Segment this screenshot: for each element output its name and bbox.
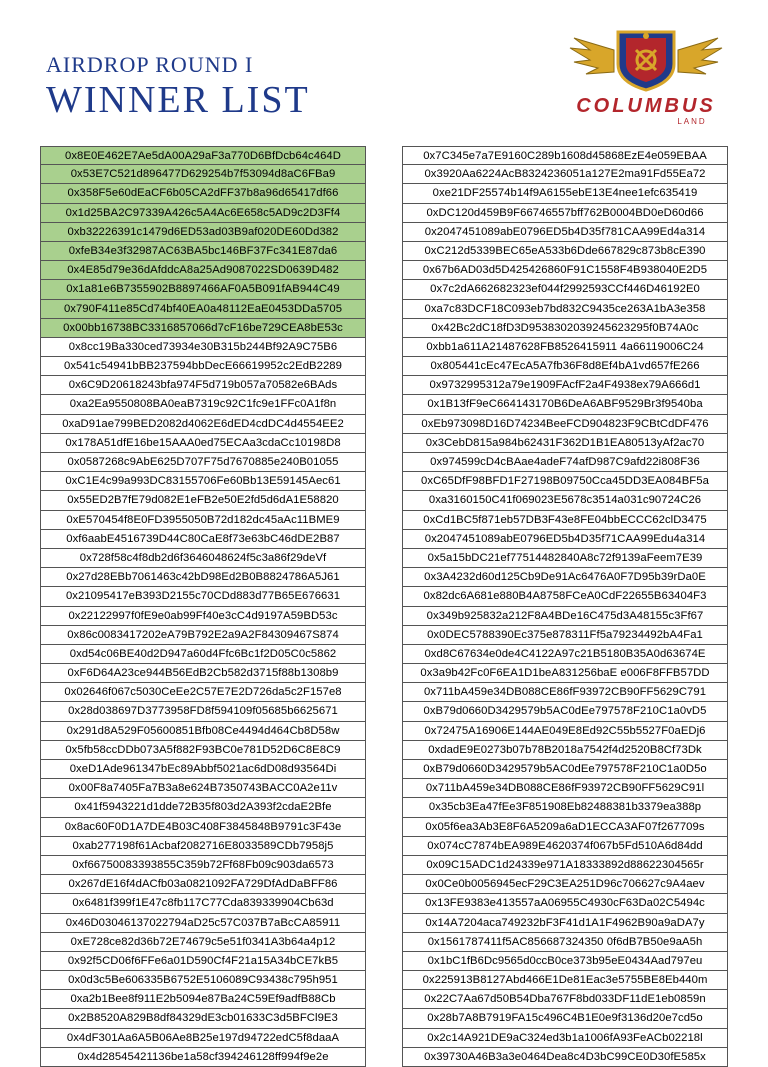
wallet-address-row: 0x39730A46B3a3e0464Dea8c4D3bC99CE0D30fE585x (402, 1048, 728, 1067)
wallet-address-row: 0x728f58c4f8db2d6f3646048624f5c3a86f29deVf (40, 549, 366, 568)
wallet-address-row: 0x0DEC5788390Ec375e878311Ff5a79234492bA4Fa1 (402, 626, 728, 645)
wallet-address-row: 0x2B8520A829B8df84329dE3cb01633C3d5BFCl9E3 (40, 1009, 366, 1028)
title-block (46, 50, 310, 120)
wallet-address-row: 0xaD91ae799BED2082d4062E6dED4cdDC4d4554EE2 (40, 415, 366, 434)
wallet-address-row: 0x3CebD815a984b62431F362D1B1EA80513yAf2ac70 (402, 434, 728, 453)
wallet-address-row: 0x00F8a7405Fa7B3a8e624B7350743BACC0A2e11v (40, 779, 366, 798)
wallet-address-row: 0x711bA459e34DB088CE86fF93972CB90FF5629C791 (402, 683, 728, 702)
page-subtitle: AIRDROP ROUND I (46, 52, 254, 77)
wallet-address-row: 0x7C345e7a7E9160C289b1608d45868EzE4e059EBAA (402, 146, 728, 165)
wallet-address-row: 0x82dc6A681e880B4A8758FCeA0CdF22655B63404F3 (402, 587, 728, 606)
wallet-address-row: 0xd8C67634e0de4C4122A97c21B5180B35A0d63674E (402, 645, 728, 664)
wallet-address-row: 0x72475A16906E144AE049E8Ed92C55b5527F0aEDj6 (402, 722, 728, 741)
wallet-address-row: 0x1a81e6B7355902B8897466AF0A5B091fAB944C49 (40, 280, 366, 299)
wallet-address-row: 0x074cC7874bEA989E4620374f067b5Fd510A6d84dd (402, 837, 728, 856)
wallet-address-row: 0x3920Aa6224AcB8324236051a127E2ma91Fd55Ea72 (402, 165, 728, 184)
wallet-address-row: 0xab277198f61Acbaf2082716E8033589CDb7958j5 (40, 837, 366, 856)
wallet-address-row: 0xDC120d459B9F66746557bff762B0004BD0eD60d66 (402, 204, 728, 223)
wallet-address-row: 0x711bA459e34DB088CE86fF93972CB90FF5629C91l (402, 779, 728, 798)
wallet-address-row: 0xC212d5339BEC65eA533b6Dde667829c873b8cE390 (402, 242, 728, 261)
wallet-address-row: 0x00bb16738BC3316857066d7cF16be729CEA8bE53c (40, 319, 366, 338)
wallet-address-row: 0xF6D64A23ce944B56EdB2Cb582d3715f88b1308b9 (40, 664, 366, 683)
wallet-address-row: 0x3a9b42Fc0F6EA1D1beA831256baE e006F8FFB57DD (402, 664, 728, 683)
wallet-address-row: 0x4E85d79e36dAfddcA8a25Ad9087022SD0639D482 (40, 261, 366, 280)
wallet-address-row: 0x46D03046137022794aD25c57C037B7aBcCA85911 (40, 914, 366, 933)
wallet-address-row: 0x7c2dA662682323ef044f2992593CCf446D46192E0 (402, 280, 728, 299)
wallet-address-row: 0xE570454f8E0FD3955050B72d182dc45aAc11BME9 (40, 511, 366, 530)
wallet-address-row: 0xeD1Ade961347bEc89Abbf5021ac6dD08d93564Di (40, 760, 366, 779)
wallet-address-row: 0x13FE9383e413557aA06955C4930cF63Da02C5494c (402, 894, 728, 913)
wallet-address-row: 0x02646f067c5030CeEe2C57E7E2D726da5c2F157e8 (40, 683, 366, 702)
wallet-address-row: 0x8E0E462E7Ae5dA00A29aF3a770D6BfDcb64c464D (40, 146, 366, 165)
wallet-address-row: 0x9732995312a79e1909FAcfF2a4F4938ex79A666d1 (402, 376, 728, 395)
wallet-address-row: 0x805441cEc47EcA5A7fb36F8d8Ef4bA1vd657fE266 (402, 357, 728, 376)
wallet-address-row: 0x67b6AD03d5D425426860F91C1558F4B938040E2D5 (402, 261, 728, 280)
wallet-address-row: 0x53E7C521d896477D629254b7f53094d8aC6FBa9 (40, 165, 366, 184)
wallet-address-row: 0x349b925832a212F8A4BDe16C475d3A48155c3Ff67 (402, 607, 728, 626)
wallet-address-row: 0x790F411e85Cd74bf40EA0a48112EaE0453DDa5705 (40, 300, 366, 319)
wallet-address-row: 0x1bC1fB6Dc9565d0ccB0ce373b95eE0434Aad797eu (402, 952, 728, 971)
wallet-address-row: 0x86c0083417202eA79B792E2a9A2F84309467S874 (40, 626, 366, 645)
wallet-address-row: 0xdadE9E0273b07b78B2018a7542f4d2520B8Cf73Dk (402, 741, 728, 760)
wallet-address-row: 0x8ac60F0D1A7DE4B03C408F3845848B9791c3F43e (40, 818, 366, 837)
wallet-address-row: 0x42Bc2dC18fD3D9538302039245623295f0B74A0c (402, 319, 728, 338)
wallet-address-row: 0xa7c83DCF18C093eb7bd832C9435ce263A1bA3e358 (402, 300, 728, 319)
wallet-address-row: 0xa2b1Bee8f911E2b5094e87Ba24C59Ef9adfB88Cb (40, 990, 366, 1009)
wallet-address-row: 0x5fb58ccDDb073A5f882F93BC0e781D52D6C8E8C9 (40, 741, 366, 760)
wallet-address-row: 0x28b7A8B7919FA15c496C4B1E0e9f3136d20e7cd5o (402, 1009, 728, 1028)
wallet-address-row: 0xE728ce82d36b72E74679c5e51f0341A3b64a4p12 (40, 933, 366, 952)
wallet-address-row: 0x05f6ea3Ab3E8F6A5209a6aD1ECCA3AF07f267709s (402, 818, 728, 837)
wallet-address-row: 0x35cb3Ea47fEe3F851908Eb82488381b3379ea388p (402, 798, 728, 817)
wallet-address-row: 0x2047451089abE0796ED5b4D35f781CAA99Ed4a314 (402, 223, 728, 242)
wallet-address-row: 0x92f5CD06f6FFe6a01D590Cf4F21a15A34bCE7kB5 (40, 952, 366, 971)
winner-list-left-column (40, 146, 366, 1067)
wallet-address-row: 0x8cc19Ba330ced73934e30B315b244Bf92A9C75B6 (40, 338, 366, 357)
logo-wordmark: COLUMBUS (576, 95, 716, 117)
wallet-address-row: 0xB79d0660D3429579b5AC0dEe797578F210C1a0vD5 (402, 702, 728, 721)
wallet-address-row: 0x22C7Aa67d50B54Dba767F8bd033DF11dE1eb0859n (402, 990, 728, 1009)
wallet-address-row: 0x1B13fF9eC664143170B6DeA6ABF9529Br3f9540ba (402, 395, 728, 414)
wallet-address-row: 0xb32226391c1479d6ED53ad03B9af020DE60Dd382 (40, 223, 366, 242)
wallet-address-row: 0x55ED2B7fE79d082E1eFB2e50E2fd5d6dA1E58820 (40, 491, 366, 510)
wallet-address-row: 0x4d28545421136be1a58cf394246128ff994f9e2e (40, 1048, 366, 1067)
wallet-address-row: 0x0Ce0b0056945ecF29C3EA251D96c706627c9A4aev (402, 875, 728, 894)
logo-graphic (556, 20, 736, 130)
wallet-address-row: 0xf6aabE4516739D44C80CaE8f73e63bC46dDE2B87 (40, 530, 366, 549)
wallet-address-row: 0x2047451089abE0796ED5b4D35f71CAA99Edu4a314 (402, 530, 728, 549)
wallet-address-row: 0x291d8A529F05600851Bfb08Ce4494d464Cb8D58w (40, 722, 366, 741)
wallet-address-row: 0xf66750083393855C359b72Ff68Fb09c903da6573 (40, 856, 366, 875)
wallet-address-row: 0xfeB34e3f32987AC63BA5bc146BF37Fc341E87da6 (40, 242, 366, 261)
wallet-address-row: 0x28d038697D3773958FD8f594109f05685b6625671 (40, 702, 366, 721)
wallet-address-row: 0x09C15ADC1d24339e971A18333892d88622304565r (402, 856, 728, 875)
wallet-address-row: 0x27d28EBb7061463c42bD98Ed2B0B8824786A5J61 (40, 568, 366, 587)
wallet-address-row: 0x21095417eB393D2155c70CDd883d77B65E676631 (40, 587, 366, 606)
wallet-address-row: 0x225913B8127Abd466E1De81Eac3e5755BE8Eb440m (402, 971, 728, 990)
wallet-address-row: 0xEb973098D16D74234BeeFCD904823F9CBtCdDF476 (402, 415, 728, 434)
wallet-address-row: 0x0d3c5Be606335B6752E5106089C93438c795h951 (40, 971, 366, 990)
wallet-address-row: 0x5a15bDC21ef77514482840A8c72f9139aFeem7E39 (402, 549, 728, 568)
wallet-address-row: 0x267dE16f4dACfb03a0821092FA729DfAdDaBFF86 (40, 875, 366, 894)
wallet-address-row: 0x6481f399f1E47c8fb117C77Cda839339904Cb63d (40, 894, 366, 913)
wallet-address-row: 0x541c54941bBB237594bbDecE66619952c2EdB2289 (40, 357, 366, 376)
columbus-land-logo (556, 20, 736, 130)
wallet-address-row: 0xd54c06BE40d2D947a60d4Ffc6Bc1f2D05C0c5862 (40, 645, 366, 664)
page-title: WINNER LIST (46, 79, 310, 121)
winner-list-right-column (402, 146, 728, 1067)
wallet-address-row: 0x41f5943221d1dde72B35f803d2A393f2cdaE2Bfe (40, 798, 366, 817)
wallet-address-row: 0x6C9D20618243bfa974F5d719b057a70582e6BAds (40, 376, 366, 395)
wallet-address-row: 0x3A4232d60d125Cb9De91Ac6476A0F7D95b39rDa0E (402, 568, 728, 587)
wallet-address-row: 0x358F5e60dEaCF6b05CA2dFF37b8a96d65417df66 (40, 184, 366, 203)
wallet-address-row: 0xe21DF25574b14f9A6155ebE13E4nee1efc635419 (402, 184, 728, 203)
logo-subtext: LAND (677, 117, 707, 126)
wallet-address-row: 0x14A7204aca749232bF3F41d1A1F4962B90a9aDA7y (402, 914, 728, 933)
wallet-address-row: 0xa2Ea9550808BA0eaB7319c92C1fc9e1FFc0A1f8n (40, 395, 366, 414)
wallet-address-row: 0x2c14A921DE9aC324ed3b1a1006fA93FeACb02218l (402, 1029, 728, 1048)
wallet-address-row: 0x178A51dfE16be15AAA0ed75ECAa3cdaCc10198D8 (40, 434, 366, 453)
wallet-address-row: 0x0587268c9AbE625D707F75d7670885e240B01055 (40, 453, 366, 472)
wallet-address-row: 0xbb1a611A21487628FB8526415911 4a66119006C24 (402, 338, 728, 357)
wallet-address-row: 0xCd1BC5f871eb57DB3F43e8FE04bbECCC62clD3475 (402, 511, 728, 530)
wallet-address-row: 0x4dF301Aa6A5B06Ae8B25e197d94722edC5f8daaA (40, 1029, 366, 1048)
wallet-address-row: 0xa3160150C41f069023E5678c3514a031c90724C26 (402, 491, 728, 510)
wallet-address-row: 0xC1E4c99a993DC83155706Fe60Bb13E59145Aec61 (40, 472, 366, 491)
wallet-address-row: 0x22122997f0fE9e0ab99Ff40e3cC4d9197A59BD53c (40, 607, 366, 626)
wallet-address-row: 0xB79d0660D3429579b5AC0dEe797578F210C1a0D5o (402, 760, 728, 779)
wallet-address-row: 0x974599cD4cBAae4adeF74afD987C9afd22i808F36 (402, 453, 728, 472)
wallet-address-row: 0xC65DfF98BFD1F27198B09750Cca45DD3EA084BF5a (402, 472, 728, 491)
wallet-address-row: 0x1d25BA2C97339A426c5A4Ac6E658c5AD9c2D3Ff4 (40, 204, 366, 223)
wallet-address-row: 0x1561787411f5AC856687324350 0f6dB7B50e9aA5h (402, 933, 728, 952)
